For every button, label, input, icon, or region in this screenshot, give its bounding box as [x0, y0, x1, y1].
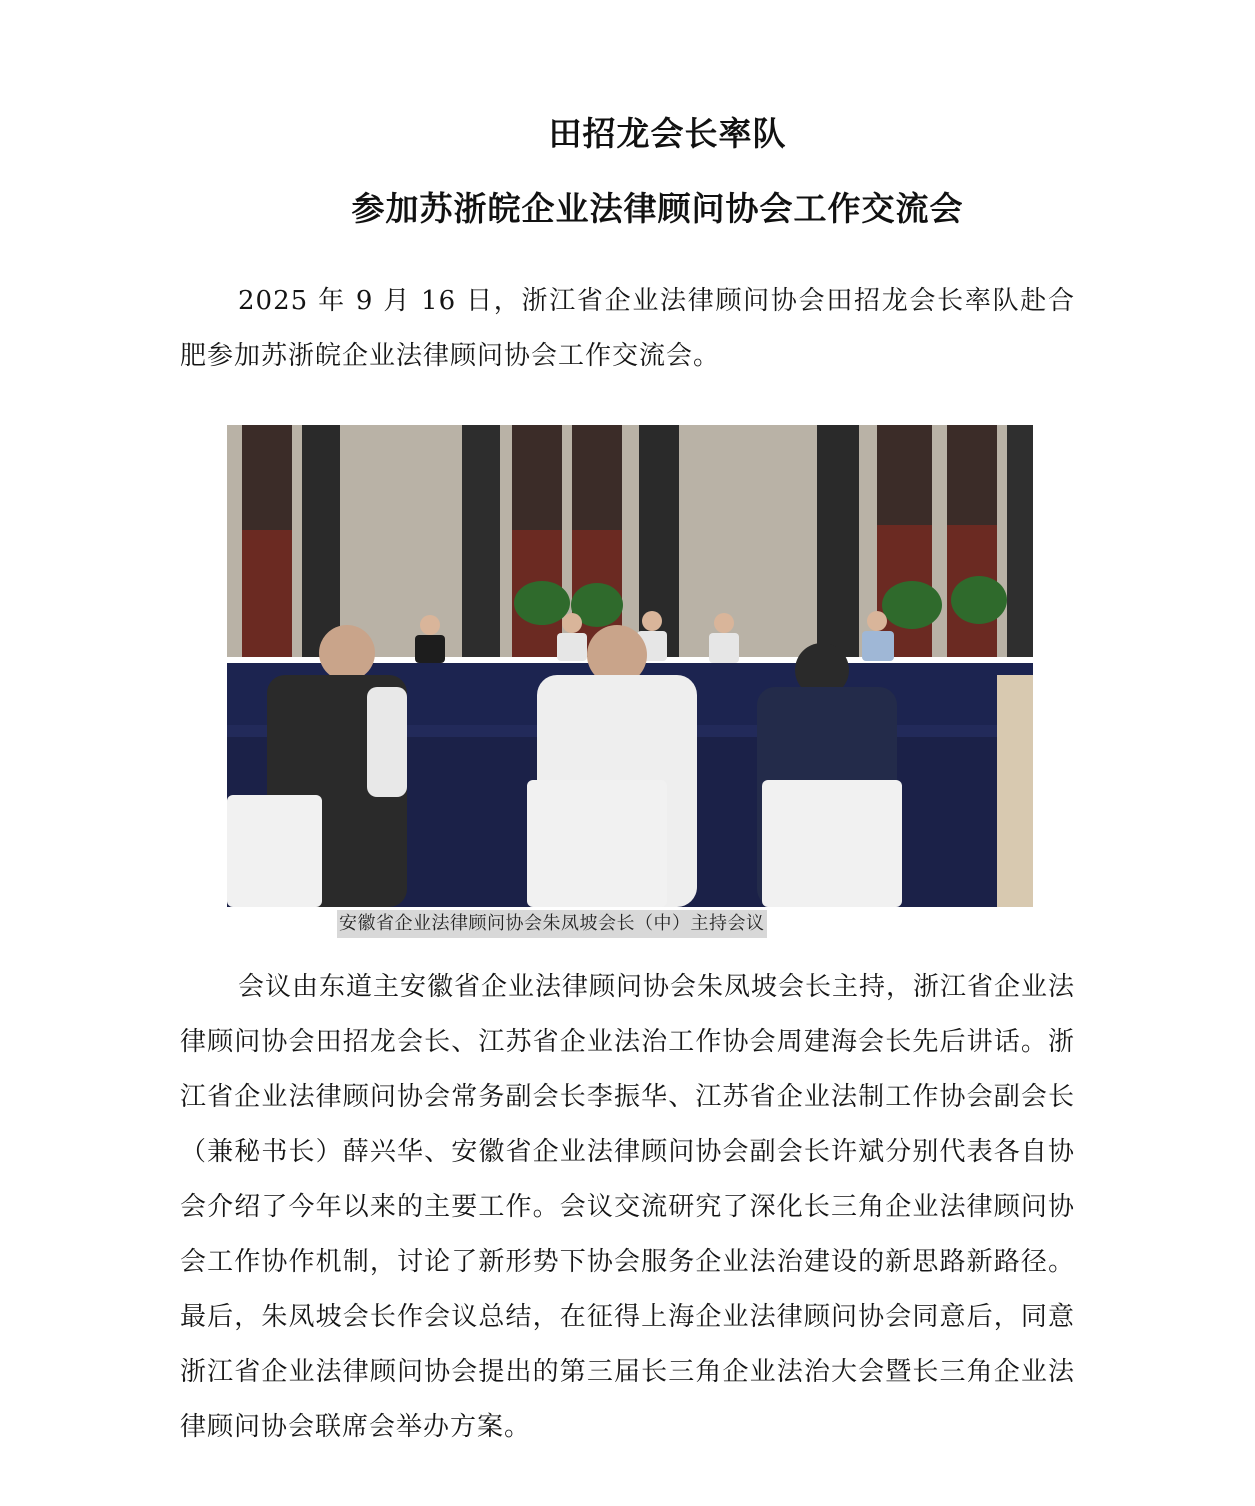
meeting-photo	[227, 425, 1033, 907]
intro-paragraph: 2025 年 9 月 16 日，浙江省企业法律顾问协会田招龙会长率队赴合肥参加苏浙皖企业法律顾问协会工作交流会。	[180, 286, 1075, 371]
document-title-line2: 参加苏浙皖企业法律顾问协会工作交流会	[351, 189, 964, 228]
document-title-line1: 田招龙会长率队	[548, 114, 787, 153]
photo-caption: 安徽省企业法律顾问协会朱凤坡会长（中）主持会议	[337, 910, 767, 938]
body-paragraph: 会议由东道主安徽省企业法律顾问协会朱凤坡会长主持，浙江省企业法律顾问协会田招龙会长、江苏省企业法治工作协会周建海会长先后讲话。浙江省企业法律顾问协会常务副会长李振华、江苏省企业法制工作协会副会长（兼秘书长）薛兴华、安徽省企业法律顾问协会副会长许斌分别代表各自协会介绍了今年以来的主要工作。会议交流研究了深化长三角企业法律顾问协会工作协作机制，讨论了新形势下协会服务企业法治建设的新思路新路径。最后，朱凤坡会长作会议总结，在征得上海企业法律顾问协会同意后，同意浙江省企业法律顾问协会提出的第三届长三角企业法治大会暨长三角企业法律顾问协会联席会举办方案。	[180, 972, 1076, 1442]
